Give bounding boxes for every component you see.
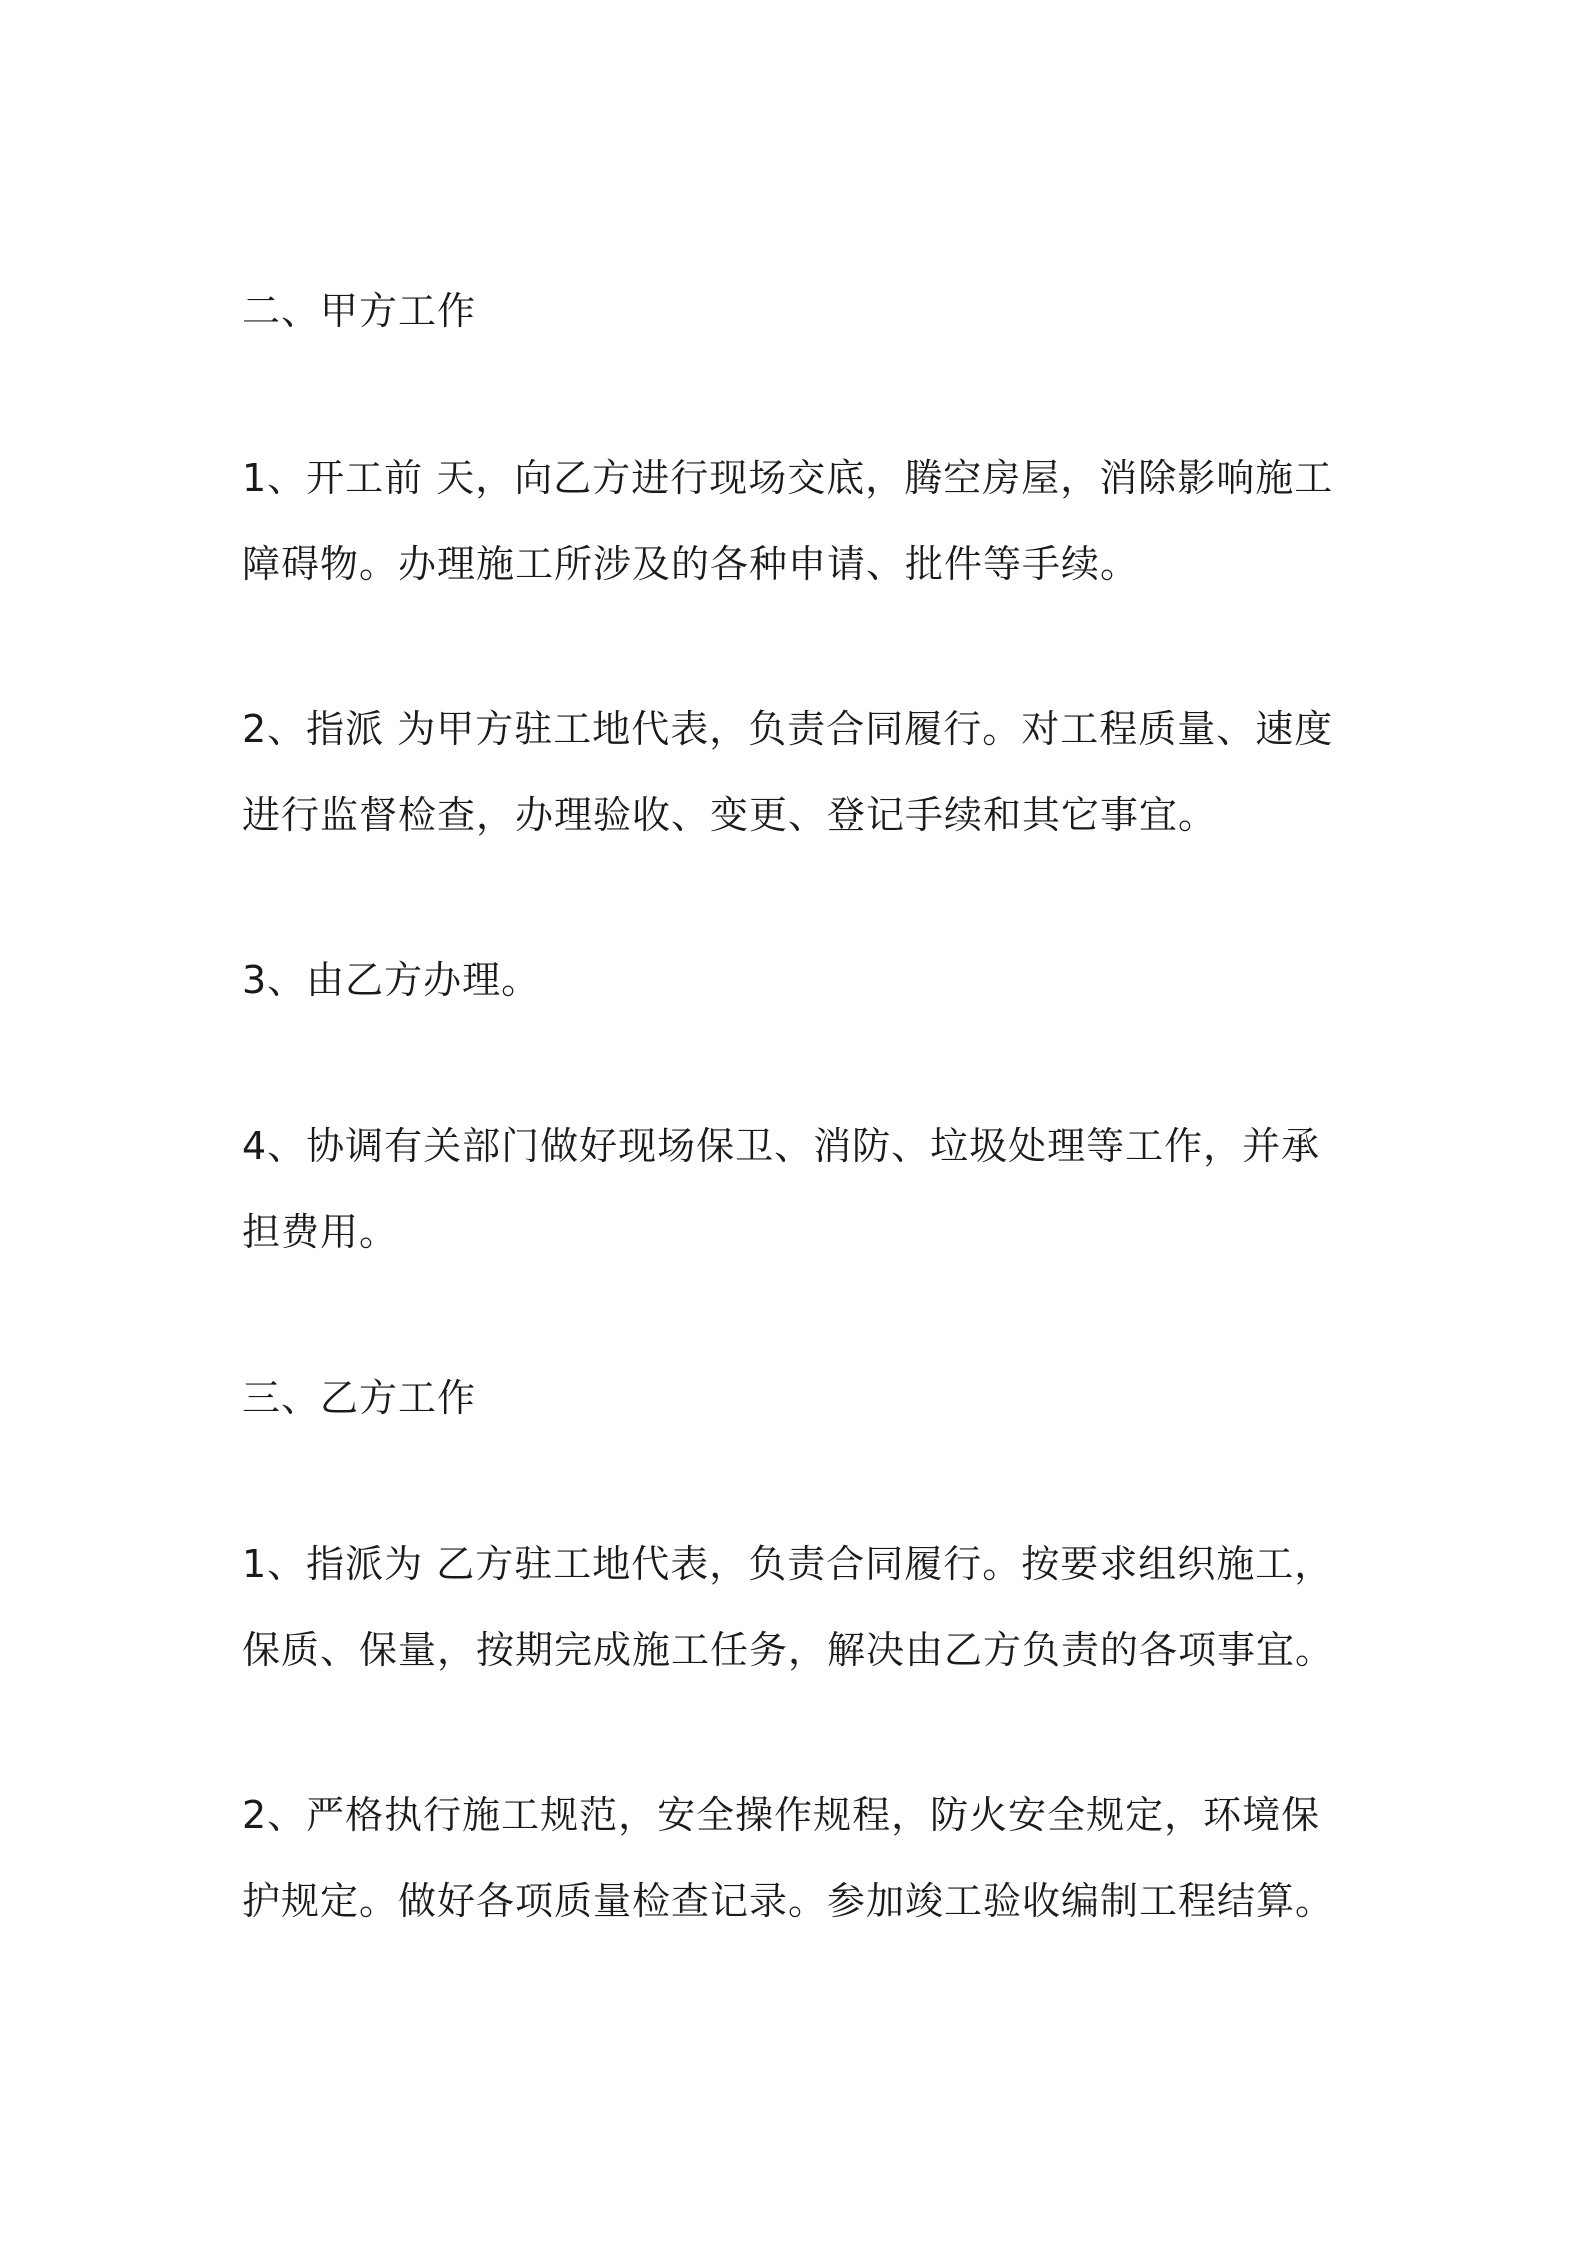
party-a-item-1-line-2: 障碍物。办理施工所涉及的各种申请、批件等手续。 xyxy=(242,542,1140,586)
party-b-item-2-line-1: 2、严格执行施工规范，安全操作规程，防火安全规定，环境保 xyxy=(242,1793,1321,1837)
party-a-item-3-line-1: 3、由乙方办理。 xyxy=(242,958,541,1002)
party-a-item-2-line-1: 2、指派 为甲方驻工地代表，负责合同履行。对工程质量、速度 xyxy=(242,707,1334,751)
party-b-item-1-line-1: 1、指派为 乙方驻工地代表，负责合同履行。按要求组织施工， xyxy=(242,1542,1334,1586)
party-b-item-1-line-2: 保质、保量，按期完成施工任务，解决由乙方负责的各项事宜。 xyxy=(242,1628,1335,1672)
party-a-item-4-line-1: 4、协调有关部门做好现场保卫、消防、垃圾处理等工作，并承 xyxy=(242,1124,1321,1168)
party-a-item-1-line-1: 1、开工前 天，向乙方进行现场交底，腾空房屋，消除影响施工 xyxy=(242,456,1334,500)
party-a-item-2-line-2: 进行监督检查，办理验收、变更、登记手续和其它事宜。 xyxy=(242,793,1218,837)
section-heading-party-b: 三、乙方工作 xyxy=(242,1376,477,1420)
party-b-item-2-line-2: 护规定。做好各项质量检查记录。参加竣工验收编制工程结算。 xyxy=(242,1879,1335,1923)
party-a-item-4-line-2: 担费用。 xyxy=(242,1210,399,1254)
section-heading-party-a: 二、甲方工作 xyxy=(242,289,477,333)
